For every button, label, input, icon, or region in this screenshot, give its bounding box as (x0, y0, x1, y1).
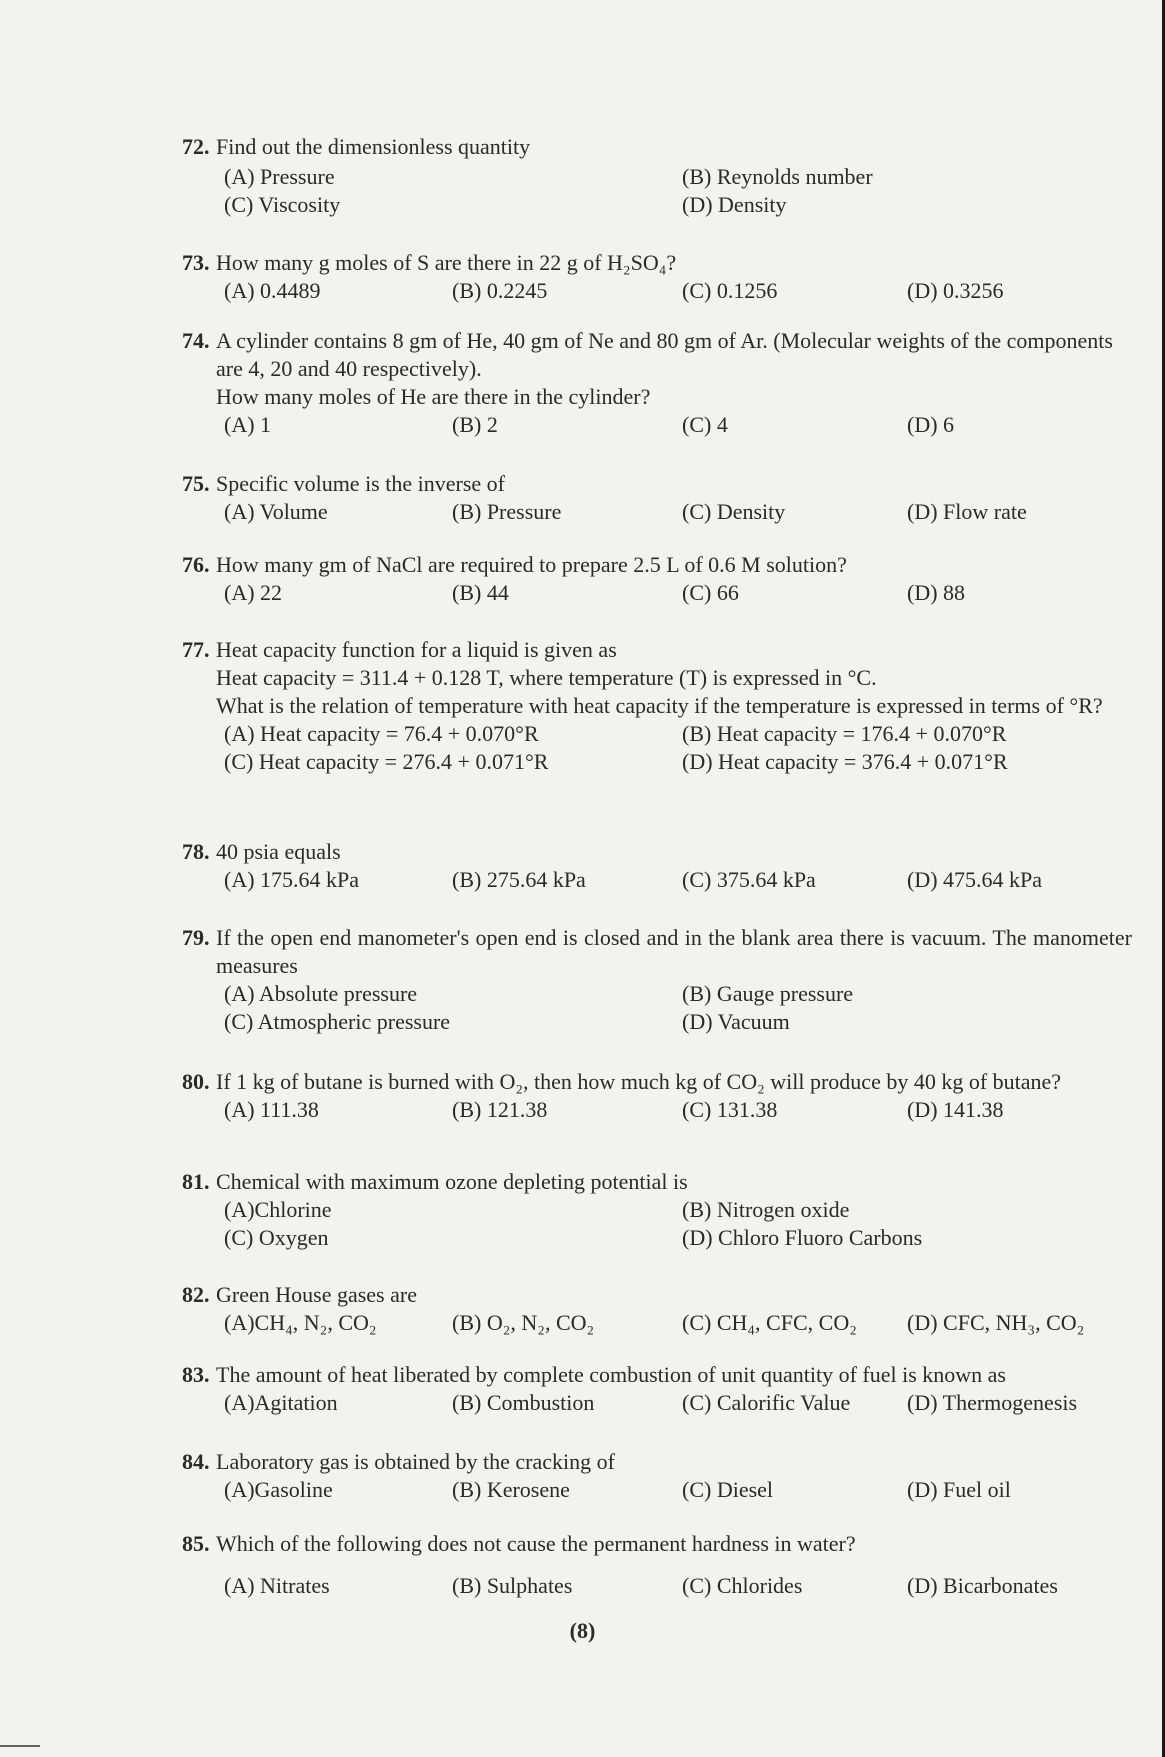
question-73 (182, 249, 1132, 305)
question-84 (182, 1448, 1132, 1504)
option-a: (A) Heat capacity = 76.4 + 0.070°R (224, 721, 539, 746)
option-b: (B) 0.2245 (452, 278, 548, 303)
option-c: (C) 131.38 (682, 1097, 778, 1122)
question-75 (182, 470, 1132, 526)
question-subtext: What is the relation of temperature with heat capacity if the temperature is expressed in terms of °R? (216, 693, 1103, 718)
question-number: 82. (182, 1282, 210, 1307)
question-number: 75. (182, 471, 210, 496)
option-d: (D) 88 (907, 580, 966, 605)
option-a: (A) Volume (224, 499, 328, 524)
question-text: How many gm of NaCl are required to prepare 2.5 L of 0.6 M solution? (216, 552, 847, 577)
option-d: (D) 141.38 (907, 1097, 1004, 1122)
option-c: (C) Chlorides (682, 1573, 803, 1598)
question-number: 84. (182, 1449, 210, 1474)
option-b: (B) Kerosene (452, 1477, 570, 1502)
option-a: (A)Gasoline (224, 1477, 333, 1502)
question-number: 81. (182, 1169, 210, 1194)
option-c: (C) Density (682, 499, 786, 524)
question-subtext: How many moles of He are there in the cylinder? (216, 384, 651, 409)
question-text: Which of the following does not cause the permanent hardness in water? (216, 1531, 856, 1556)
option-c: (C) Atmospheric pressure (224, 1009, 451, 1034)
option-b: (B) 121.38 (452, 1097, 548, 1122)
option-d: (D) Thermogenesis (907, 1390, 1078, 1415)
option-b: (B) 44 (452, 580, 509, 605)
option-a: (A) 175.64 kPa (224, 867, 360, 892)
question-76 (182, 551, 1132, 607)
option-c: (C) CH₄, CFC, CO₂ (682, 1310, 857, 1335)
option-b: (B) 2 (452, 412, 498, 437)
option-c: (C) Calorific Value (682, 1390, 851, 1415)
option-a: (A) Nitrates (224, 1573, 330, 1598)
option-a: (A) Pressure (224, 164, 335, 189)
option-b: (B) O₂, N₂, CO₂ (452, 1310, 595, 1335)
question-text: Find out the dimensionless quantity (216, 134, 531, 159)
option-d: (D) Heat capacity = 376.4 + 0.071°R (682, 749, 1008, 774)
question-85 (182, 1530, 1132, 1600)
option-c: (C) Oxygen (224, 1225, 329, 1250)
question-80 (182, 1068, 1132, 1124)
question-text: If 1 kg of butane is burned with O₂, then how much kg of CO₂ will produce by 40 kg of butane? (216, 1069, 1062, 1094)
option-d: (D) 6 (907, 412, 955, 437)
question-text: Green House gases are (216, 1282, 417, 1307)
question-number: 74. (182, 328, 210, 353)
option-a: (A) 111.38 (224, 1097, 319, 1122)
option-a: (A)Agitation (224, 1390, 338, 1415)
option-d: (D) Density (682, 192, 787, 217)
option-a: (A) 22 (224, 580, 283, 605)
option-b: (B) 275.64 kPa (452, 867, 586, 892)
question-81 (182, 1168, 1132, 1252)
question-79 (182, 924, 1132, 1036)
option-b: (B) Nitrogen oxide (682, 1197, 850, 1222)
question-72 (182, 133, 1132, 219)
option-b: (B) Pressure (452, 499, 562, 524)
question-number: 78. (182, 839, 210, 864)
question-text: Laboratory gas is obtained by the cracking of (216, 1449, 615, 1474)
option-c: (C) Viscosity (224, 192, 341, 217)
question-number: 77. (182, 637, 210, 662)
option-b: (B) Sulphates (452, 1573, 573, 1598)
option-a: (A)CH₄, N₂, CO₂ (224, 1310, 377, 1335)
option-c: (C) Diesel (682, 1477, 774, 1502)
question-number: 72. (182, 134, 210, 159)
question-78 (182, 838, 1132, 894)
question-82 (182, 1281, 1132, 1337)
option-c: (C) 4 (682, 412, 728, 437)
question-text: The amount of heat liberated by complete combustion of unit quantity of fuel is known as (216, 1362, 1006, 1387)
question-text: How many g moles of S are there in 22 g of H₂SO₄? (216, 250, 677, 275)
question-74 (182, 327, 1132, 439)
question-number: 85. (182, 1531, 210, 1556)
question-83 (182, 1361, 1132, 1417)
option-c: (C) 0.1256 (682, 278, 778, 303)
option-d: (D) 475.64 kPa (907, 867, 1043, 892)
page-number: (8) (569, 1618, 596, 1643)
question-number: 83. (182, 1362, 210, 1387)
question-number: 80. (182, 1069, 210, 1094)
question-text: A cylinder contains 8 gm of He, 40 gm of Ne and 80 gm of Ar. (Molecular weights of the components are 4, 20 and 40 respectively). (216, 328, 1113, 381)
option-b: (B) Reynolds number (682, 164, 873, 189)
question-number: 76. (182, 552, 210, 577)
question-formula: Heat capacity = 311.4 + 0.128 T, where temperature (T) is expressed in °C. (216, 665, 877, 690)
question-text: Specific volume is the inverse of (216, 471, 505, 496)
question-number: 79. (182, 925, 210, 950)
option-d: (D) CFC, NH₃, CO₂ (907, 1310, 1085, 1335)
option-c: (C) 66 (682, 580, 739, 605)
option-d: (D) 0.3256 (907, 278, 1004, 303)
option-c: (C) Heat capacity = 276.4 + 0.071°R (224, 749, 549, 774)
scan-mark (0, 1745, 40, 1747)
option-d: (D) Flow rate (907, 499, 1027, 524)
option-b: (B) Combustion (452, 1390, 595, 1415)
question-text: Heat capacity function for a liquid is given as (216, 637, 617, 662)
option-a: (A) 1 (224, 412, 272, 437)
option-b: (B) Heat capacity = 176.4 + 0.070°R (682, 721, 1007, 746)
question-text: Chemical with maximum ozone depleting potential is (216, 1169, 688, 1194)
option-d: (D) Vacuum (682, 1009, 790, 1034)
question-text: If the open end manometer's open end is closed and in the blank area there is vacuum. The manometer measures (216, 925, 1132, 978)
option-c: (C) 375.64 kPa (682, 867, 816, 892)
question-text: 40 psia equals (216, 839, 341, 864)
option-b: (B) Gauge pressure (682, 981, 854, 1006)
option-a: (A) Absolute pressure (224, 981, 418, 1006)
option-d: (D) Bicarbonates (907, 1573, 1058, 1598)
option-d: (D) Fuel oil (907, 1477, 1011, 1502)
option-a: (A)Chlorine (224, 1197, 332, 1222)
option-d: (D) Chloro Fluoro Carbons (682, 1225, 923, 1250)
question-number: 73. (182, 250, 210, 275)
question-77 (182, 636, 1132, 776)
option-a: (A) 0.4489 (224, 278, 321, 303)
